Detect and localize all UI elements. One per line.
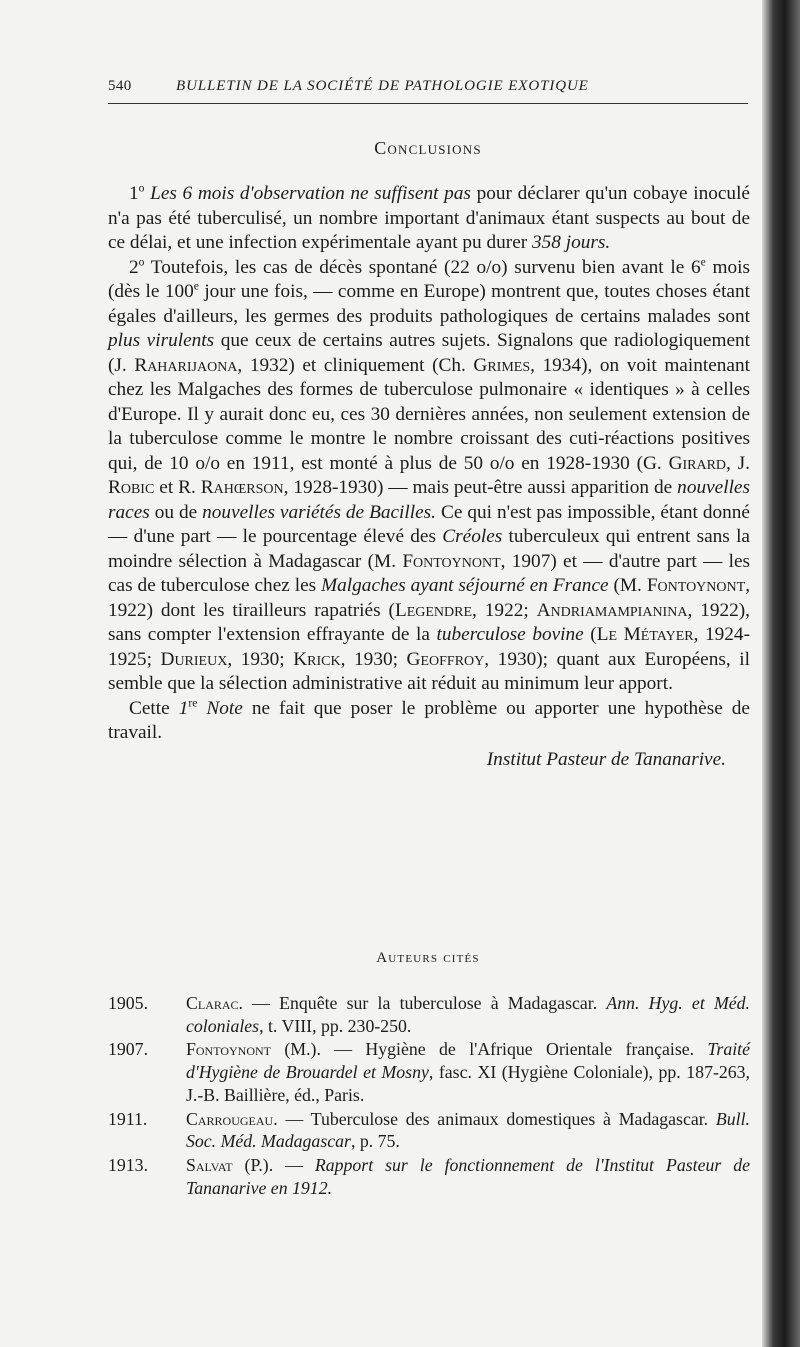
author-name: Geoffroy (406, 648, 485, 670)
body-text: Toutefois, les cas de décès spontané (22 o/o) survenu bien avant le 6 (144, 256, 701, 278)
emphasis-text: 358 jours. (532, 232, 611, 253)
body-text: , 1924-1925; (108, 624, 750, 670)
emphasis-text: Note (197, 697, 243, 719)
author-name: Andriamampianina (536, 599, 688, 621)
author-name: Grimes (473, 354, 531, 376)
reference-text: , fasc. XI (Hygiène Coloniale), pp. 187-263, J.-B. Baillière, éd., Paris. (186, 1062, 750, 1105)
reference-source: Ann. Hyg. et Méd. coloniales (186, 993, 750, 1036)
body-text: , 1922), sans compter l'extension effrayante de la (108, 599, 750, 645)
emphasis-text: Les 6 mois d'observation ne suffisent pas (150, 183, 471, 204)
emphasis-text: Malgaches ayant séjourné en France (321, 575, 609, 596)
reference-text: — Enquête sur la tuberculose à Madagascar. (242, 993, 607, 1013)
reference-source: Bull. Soc. Méd. Madagascar (186, 1108, 750, 1152)
author-name: Durieux (160, 648, 228, 670)
reference-list (108, 992, 750, 1200)
body-text: , J. (726, 452, 750, 474)
author-name: Rahœrson (200, 477, 284, 498)
journal-title: BULLETIN DE LA SOCIÉTÉ DE PATHOLOGIE EXOTIQUE (176, 78, 589, 94)
ordinal-mark: e (700, 255, 706, 269)
reference-year: 1911. (108, 1108, 148, 1129)
author-name: Raharijaona (134, 354, 238, 376)
reference-item (108, 1154, 750, 1199)
author-name: Girard (668, 452, 727, 474)
reference-author: Fontoynont (186, 1039, 271, 1060)
conclusion-paragraph-3 (108, 697, 750, 746)
body-text: , 1934), on voit maintenant chez les Malgaches des formes de tuberculose pulmonaire « identiques » à celles d'Europe. Il y aurait donc eu, ces 30 dernières années, non seulement extension de la tuberculose comme le montre le nombre croissant des cuti-réactions positives qui, de 10 o/o en 1911, est monté à plus de 50 o/o en 1928-1930 (G. (108, 354, 750, 474)
body-text: Cette (129, 697, 179, 719)
reference-text: , t. VIII, pp. 230-250. (259, 1015, 412, 1036)
references-title: Auteurs cités (376, 950, 480, 966)
ordinal-mark: e (193, 279, 199, 293)
body-text: ( (583, 624, 597, 645)
reference-source: Traité d'Hygiène de Brouardel et Mosny (186, 1039, 750, 1083)
reference-year: 1913. (108, 1154, 149, 1175)
reference-item (108, 992, 750, 1037)
reference-text: (P.). — (232, 1154, 315, 1175)
ordinal-mark: o (138, 181, 145, 195)
reference-year: 1905. (108, 993, 149, 1013)
reference-author: Salvat (186, 1154, 233, 1175)
body-text: , 1922) dont les tirailleurs rapatriés ( (108, 575, 751, 621)
body-text: pour déclarer qu'un cobaye inoculé n'a pas été tuberculisé, un nombre important d'animaux étant suspects au bout de ce délai, et une infection expérimentale ayant pu durer (108, 183, 750, 253)
reference-text: — Tuberculose des animaux domestiques à Madagascar. (277, 1108, 716, 1129)
body-text: tuberculeux qui entrent sans la moindre sélection à Madagascar (M. (108, 526, 750, 572)
conclusions-body (108, 182, 750, 772)
body-text: , 1922; (472, 599, 537, 621)
reference-year: 1907. (108, 1039, 149, 1060)
paragraph-number: 1 (129, 183, 139, 204)
author-name: Fontoynont (646, 575, 746, 596)
emphasis-text: 1 (178, 697, 189, 719)
body-text: et R. (154, 477, 201, 498)
author-name: Krick (293, 648, 341, 670)
reference-author: Clarac. (186, 993, 243, 1013)
body-text: , 1907) et — d'autre part — les cas de tuberculose chez les (108, 550, 751, 596)
author-name: Le Métayer (596, 624, 694, 645)
reference-item (108, 1038, 750, 1106)
conclusion-paragraph-2 (108, 256, 750, 697)
header-rule (108, 103, 748, 104)
body-text: , 1930); quant aux Européens, il semble que la sélection administrative ait réduit au minimum leur apport. (108, 648, 750, 694)
ordinal-mark: re (188, 696, 198, 710)
conclusions-title: Conclusions (374, 138, 482, 158)
emphasis-text: nouvelles races (108, 477, 750, 523)
emphasis-text: Créoles (442, 526, 503, 547)
book-binding-edge (762, 0, 800, 1347)
page-number: 540 (108, 78, 132, 94)
body-text: mois (dès le 100 (108, 256, 750, 302)
paragraph-number: 2 (129, 256, 139, 278)
conclusion-paragraph-1 (108, 182, 750, 256)
reference-source: Rapport sur le fonctionnement de l'Institut Pasteur de Tananarive en 1912. (186, 1154, 750, 1198)
author-name: Legendre (394, 599, 473, 621)
body-text: , 1932) et cliniquement (Ch. (237, 354, 474, 376)
body-text: (M. (608, 575, 647, 596)
author-name: Fontoynont (402, 550, 501, 572)
body-text: , 1928-1930) — mais peut-être aussi apparition de (283, 477, 678, 498)
body-text: , 1930; (340, 648, 407, 670)
emphasis-text: plus virulents (108, 330, 215, 351)
body-text: , 1930; (227, 648, 294, 670)
body-text: jour une fois, — comme en Europe) montrent que, toutes choses étant égales d'ailleurs, les germes des produits pathologiques de certains malades sont (108, 281, 750, 327)
institution-signature: Institut Pasteur de Tananarive. (486, 748, 726, 770)
author-name: Robic (108, 477, 155, 498)
reference-text: (M.). — Hygiène de l'Afrique Orientale française. (271, 1039, 708, 1060)
emphasis-text: tuberculose bovine (436, 624, 584, 645)
ordinal-mark: o (138, 255, 145, 269)
reference-text: , p. 75. (350, 1131, 400, 1152)
body-text: Ce qui n'est pas impossible, étant donné — d'une part — le pourcentage élevé des (108, 501, 750, 547)
body-text: que ceux de certains autres sujets. Signalons que radiologiquement (J. (108, 330, 751, 376)
body-text: ne fait que poser le problème ou apporter une hypothèse de travail. (108, 697, 750, 743)
reference-author: Carrougeau. (186, 1108, 278, 1129)
body-text: ou de (149, 501, 203, 523)
reference-item (108, 1108, 750, 1153)
emphasis-text: nouvelles variétés de Bacilles. (202, 501, 436, 523)
